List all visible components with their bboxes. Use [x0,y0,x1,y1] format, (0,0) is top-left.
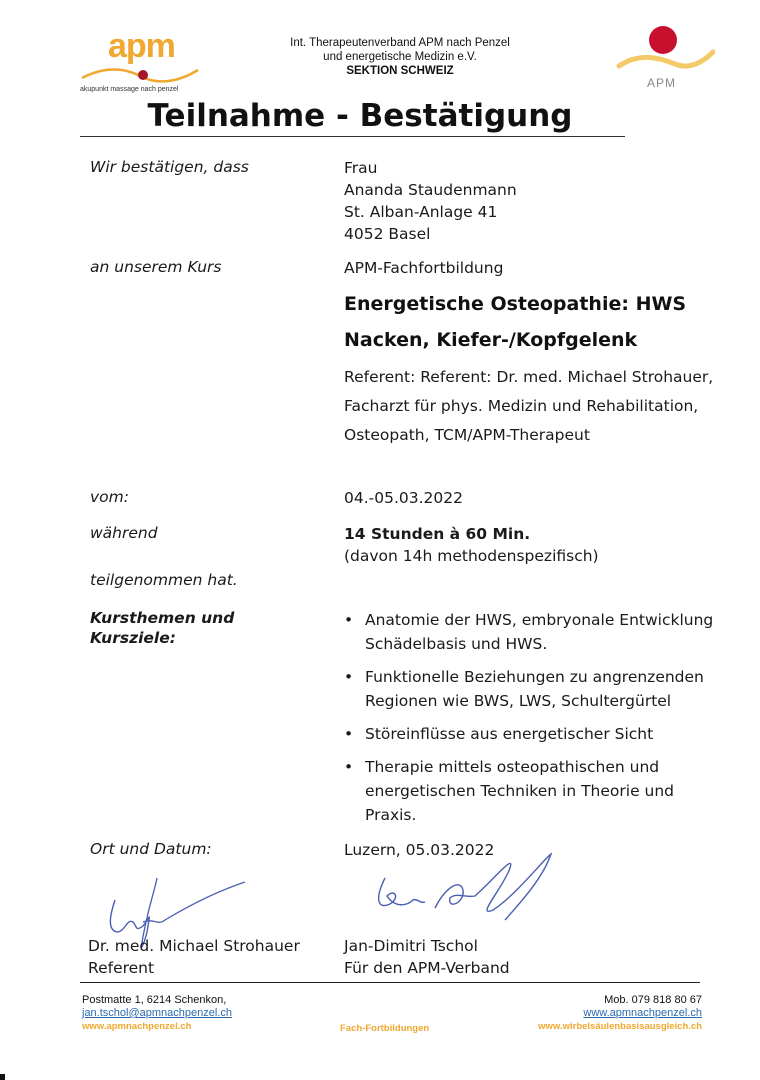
topic-line: Funktionelle Beziehungen zu angrenzenden [365,668,704,686]
signature-tschol [365,848,565,928]
logo-brand-text: apm [108,27,175,65]
list-item [340,722,740,746]
footer-phone: Mob. 079 818 80 67 [604,994,702,1006]
place-date-value: Luzern, 05.03.2022 [344,841,495,859]
bullet-icon: • [344,611,354,629]
page-title: Teilnahme - Bestätigung [147,98,573,134]
topics-label-line-1: Kursthemen und [90,609,235,627]
footer-divider [80,982,700,983]
list-item [340,608,740,656]
speaker-line-3: Osteopath, TCM/APM-Therapeut [344,426,590,444]
signer-1-name: Dr. med. Michael Strohauer [88,937,300,955]
participated-label: teilgenommen hat. [90,571,238,589]
footer-right [538,994,702,1033]
confirmation-label: Wir bestätigen, dass [90,158,249,176]
topic-line: Therapie mittels osteopathischen und [365,758,660,776]
course-title-line-1: Energetische Osteopathie: HWS [344,293,687,315]
organization-section: SEKTION SCHWEIZ [346,65,454,77]
organization-line-1: Int. Therapeutenverband APM nach Penzel [290,37,510,49]
topics-list [340,608,740,836]
topic-line: Schädelbasis und HWS. [365,635,548,653]
recipient-street: St. Alban-Anlage 41 [344,203,498,221]
footer-left [82,994,232,1033]
footer-address: Postmatte 1, 6214 Schenkon, [82,994,227,1006]
bullet-icon: • [344,668,354,686]
speaker-line-2: Facharzt für phys. Medizin und Rehabilitation, [344,397,699,415]
topic-line: Regionen wie BWS, LWS, Schultergürtel [365,692,672,710]
footer-email-link[interactable]: jan.tschol@apmnachpenzel.ch [82,1007,232,1019]
footer-website-right2[interactable]: www.wirbelsäulenbasisausgleich.ch [538,1021,702,1032]
course-speaker [344,363,713,450]
list-item [340,665,740,713]
signer-1-role: Referent [88,959,155,977]
course-title-line-2: Nacken, Kiefer-/Kopfgelenk [344,329,638,351]
topic-line: Anatomie der HWS, embryonale Entwicklung [365,611,714,629]
course-title [344,286,686,358]
course-type: APM-Fachfortbildung [344,259,504,277]
topic-line: Praxis. [365,806,417,824]
scan-mark [0,1074,5,1080]
bullet-icon: • [344,725,354,743]
topics-label [90,608,234,648]
place-date-label: Ort und Datum: [90,840,212,858]
duration-detail: (davon 14h methodenspezifisch) [344,547,599,565]
footer-website-left[interactable]: www.apmnachpenzel.ch [82,1021,192,1032]
recipient-city: 4052 Basel [344,225,431,243]
logo-sun-icon [615,22,715,82]
signer-1 [88,935,300,979]
duration-label: während [90,524,158,542]
organization-header [240,36,560,78]
footer-center-text: Fach-Fortbildungen [340,1023,430,1034]
recipient-name: Ananda Staudenmann [344,181,517,199]
signer-2 [344,935,510,979]
topic-line: Störeinflüsse aus energetischer Sicht [365,725,654,743]
signer-2-name: Jan-Dimitri Tschol [344,937,478,955]
duration-value [344,523,599,567]
speaker-line-1: Referent: Referent: Dr. med. Michael Strohauer, [344,368,714,386]
list-item [340,755,740,827]
logo-tagline: akupunkt massage nach penzel [80,86,179,93]
recipient-salutation: Frau [344,159,378,177]
title-divider [80,136,625,137]
apm-logo-right [615,22,715,102]
duration-hours: 14 Stunden à 60 Min. [344,525,531,543]
course-label: an unserem Kurs [90,258,222,276]
topic-line: energetischen Techniken in Theorie und [365,782,675,800]
logo-wave-icon [80,64,200,86]
logo-right-brand: APM [647,76,677,90]
organization-line-2: und energetische Medizin e.V. [323,51,477,63]
topics-label-line-2: Kursziele: [90,629,176,647]
apm-logo-left [80,28,200,98]
date-value: 04.-05.03.2022 [344,489,463,507]
signer-2-role: Für den APM-Verband [344,959,510,977]
recipient-address [344,157,517,245]
date-label: vom: [90,488,129,506]
bullet-icon: • [344,758,354,776]
footer-website-right-link[interactable]: www.apmnachpenzel.ch [583,1007,702,1019]
footer-center [340,1022,429,1035]
